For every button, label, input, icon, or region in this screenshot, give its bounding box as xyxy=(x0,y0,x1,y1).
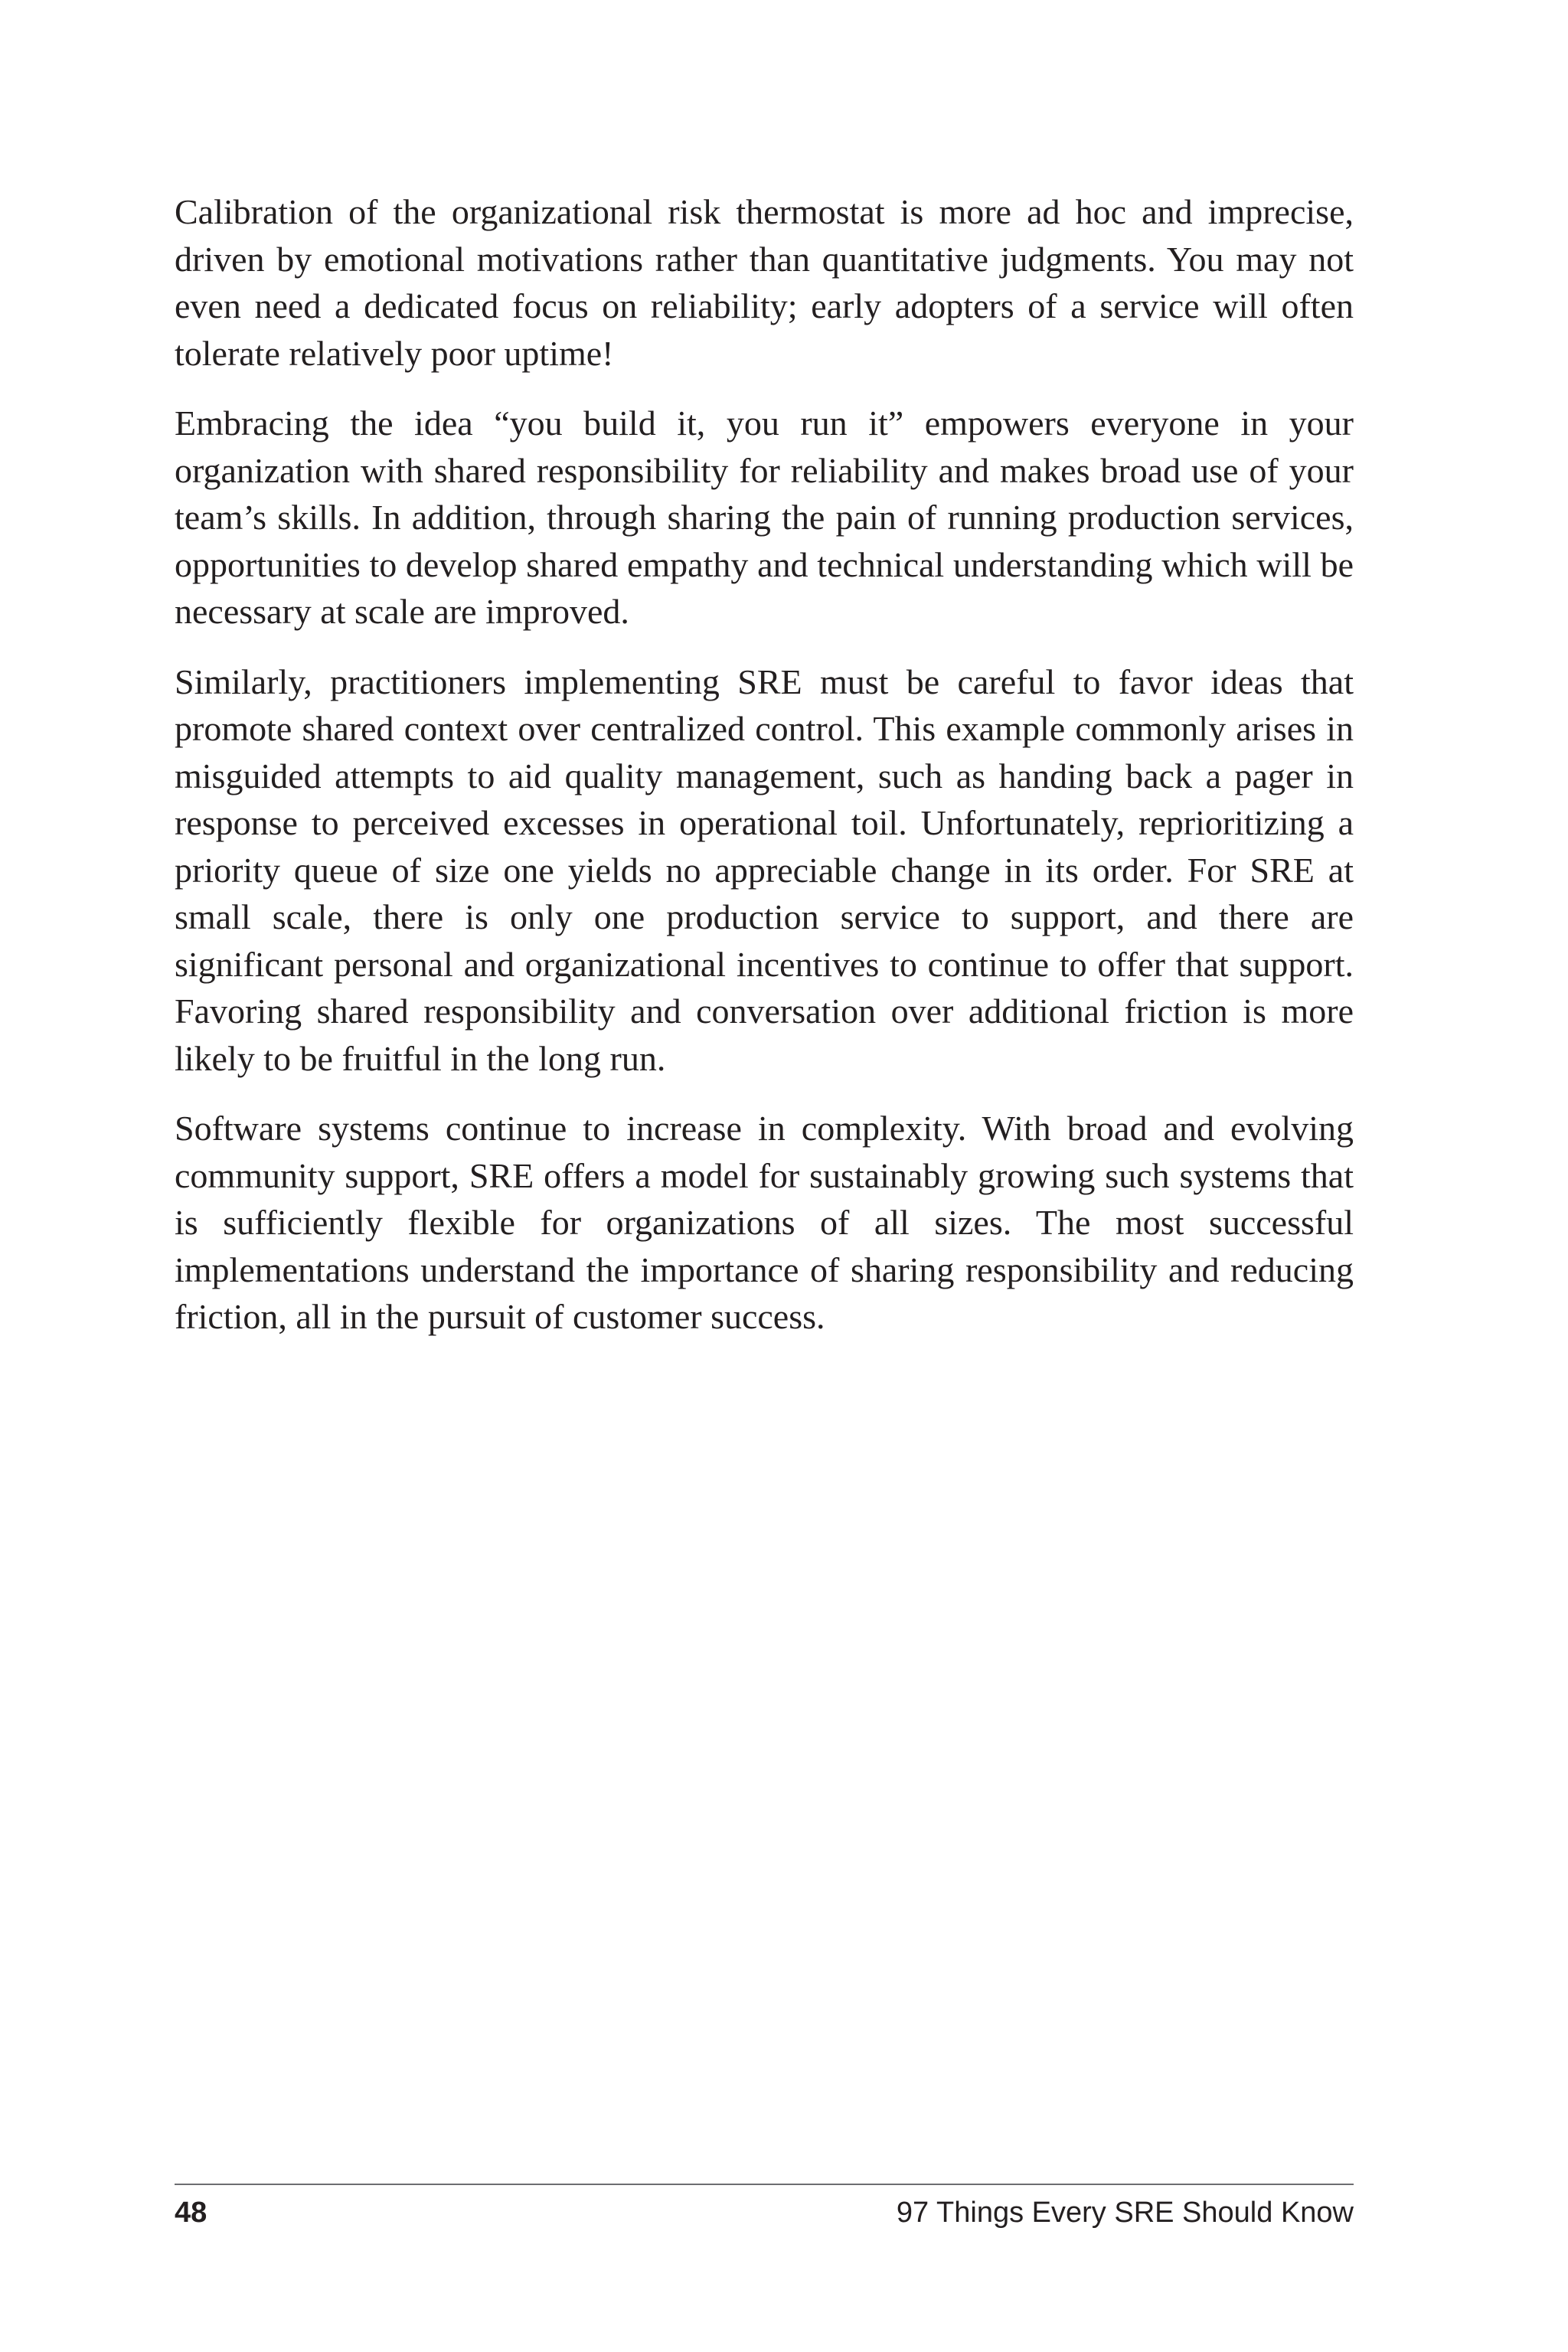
paragraph-shared-context: Similarly, practitioners implementing SRE must be careful to favor ideas that promote shared context over centralized control. This example commonly arises in misguided attempts to aid quality management, such as handing back a pager in response to perceived excesses in operational toil. Unfortunately, reprioritizing a priority queue of size one yields no appreciable change in its order. For SRE at small scale, there is only one production service to support, and there are significant personal and organizational incentives to continue to offer that support. Favoring shared responsibility and conversation over additional friction is more likely to be fruitful in the long run. xyxy=(175,662,1354,1078)
paragraph-complexity: Software systems continue to increase in complexity. With broad and evolving community support, SRE offers a model for sustainably growing such systems that is sufficiently flexible for organizations of all sizes. The most successful implementations understand the importance of sharing responsibility and reducing friction, all in the pursuit of customer success. xyxy=(175,1109,1354,1336)
paragraph-risk-thermostat: Calibration of the organizational risk thermostat is more ad hoc and imprecise, driven by emotional motivations rather than quantitative judgments. You may not even need a dedicated focus on reliability; early adopters of a service will often tolerate relatively poor uptime! xyxy=(175,192,1354,373)
paragraph-you-build-it: Embracing the idea “you build it, you run it” empowers everyone in your organization with shared responsibility for reliability and makes broad use of your team’s skills. In addition, through sharing the pain of running production services, opportunities to develop shared empathy and technical understanding which will be necessary at scale are improved. xyxy=(175,403,1354,631)
running-footer-title: 97 Things Every SRE Should Know xyxy=(896,2197,1354,2229)
footer-divider xyxy=(175,2184,1354,2185)
body-text xyxy=(175,188,1354,1364)
page-number: 48 xyxy=(175,2197,207,2229)
